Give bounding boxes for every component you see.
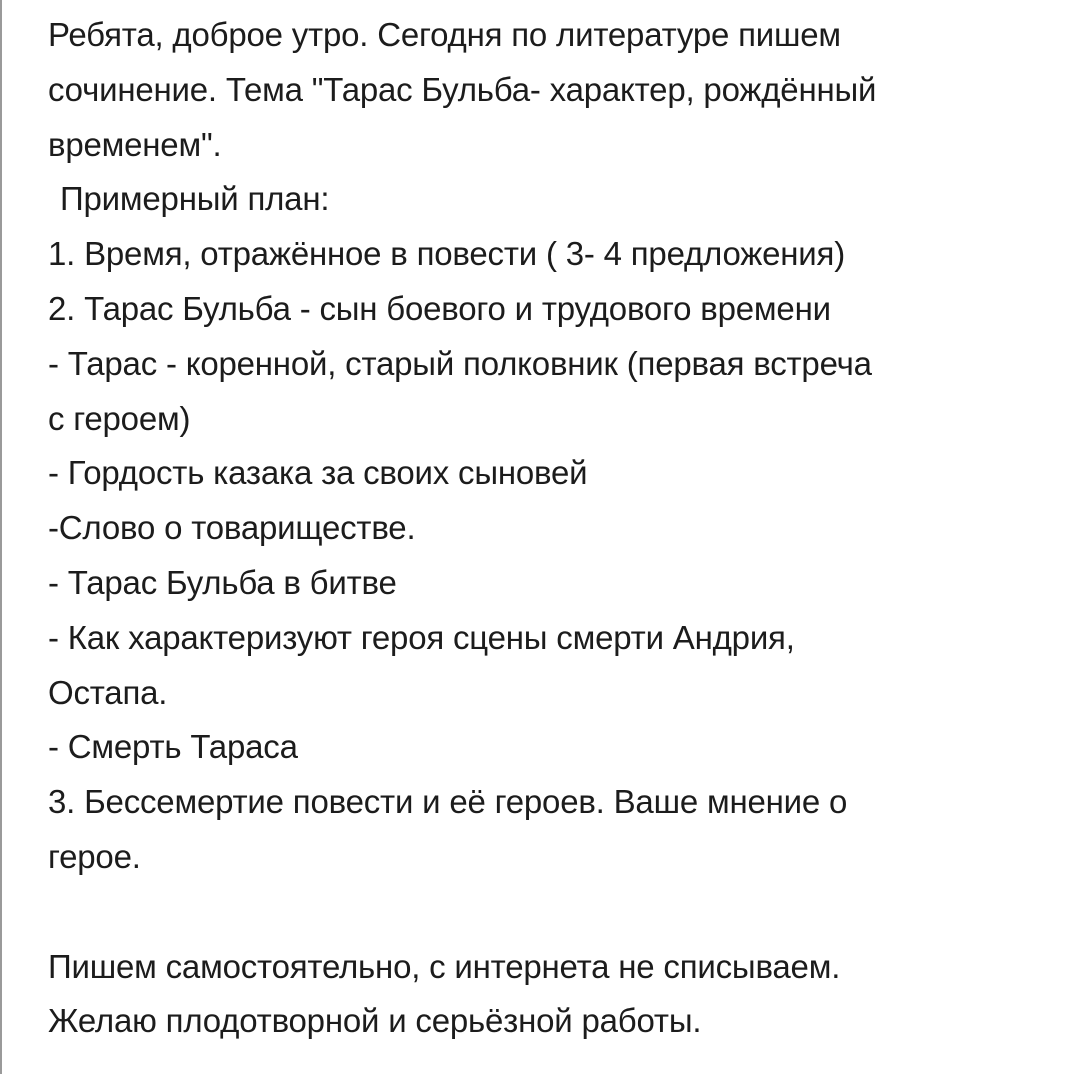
plan-heading: Примерный план:	[60, 180, 330, 218]
plan-line: герое.	[48, 837, 141, 875]
plan-line: -Слово о товариществе.	[48, 509, 416, 547]
plan-line: - Гордость казака за своих сыновей	[48, 454, 588, 492]
plan-line: - Смерть Тараса	[48, 728, 298, 766]
closing-line-1: Пишем самостоятельно, с интернета не списываем.	[48, 947, 841, 985]
message-text	[48, 8, 1058, 1049]
greeting-line-1: Ребята, доброе утро. Сегодня по литературе пишем	[48, 16, 841, 53]
plan-line: с героем)	[48, 399, 191, 437]
plan-line: 3. Бессемертие повести и её героев. Ваше мнение о	[48, 783, 848, 821]
plan-line: - Тарас Бульба в битве	[48, 563, 397, 601]
greeting-line-2: сочинение. Тема "Тарас Бульба- характер, рождённый	[48, 70, 877, 108]
blank-line	[48, 885, 1058, 940]
plan-line: 2. Тарас Бульба - сын боевого и трудового времени	[48, 289, 831, 327]
plan-line: - Тарас - коренной, старый полковник (первая встреча	[48, 344, 872, 382]
plan-line: - Как характеризуют героя сцены смерти Андрия,	[48, 618, 795, 656]
greeting-line-3: временем".	[48, 125, 222, 163]
plan-line: Остапа.	[48, 673, 168, 711]
left-border	[0, 0, 2, 1074]
closing-line-2: Желаю плодотворной и серьёзной работы.	[48, 1002, 702, 1040]
plan-line: 1. Время, отражённое в повести ( 3- 4 предложения)	[48, 235, 846, 273]
